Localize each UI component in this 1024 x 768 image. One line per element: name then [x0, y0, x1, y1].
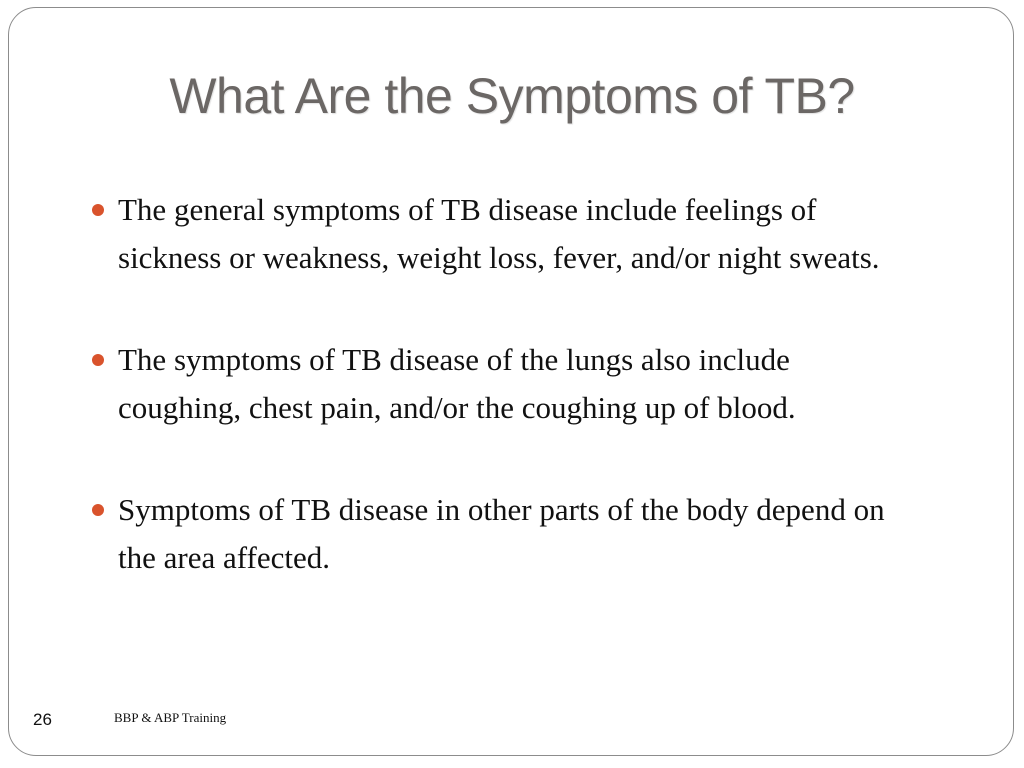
bullet-dot-icon: [92, 204, 104, 216]
bullet-dot-icon: [92, 504, 104, 516]
bullet-item: [92, 186, 912, 282]
bullet-list: [92, 186, 912, 582]
bullet-text: Symptoms of TB disease in other parts of the body depend on the area affected.: [118, 492, 885, 575]
bullet-item: [92, 486, 912, 582]
slide-title: What Are the Symptoms of TB?: [169, 68, 855, 124]
bullet-dot-icon: [92, 354, 104, 366]
footer-text: BBP & ABP Training: [114, 710, 227, 725]
bullet-text: The general symptoms of TB disease include feelings of sickness or weakness, weight loss, fever, and/or night sweats.: [118, 192, 880, 275]
page-number: 26: [33, 710, 52, 729]
bullet-item: [92, 336, 912, 432]
bullet-text: The symptoms of TB disease of the lungs also include coughing, chest pain, and/or the coughing up of blood.: [118, 342, 796, 425]
